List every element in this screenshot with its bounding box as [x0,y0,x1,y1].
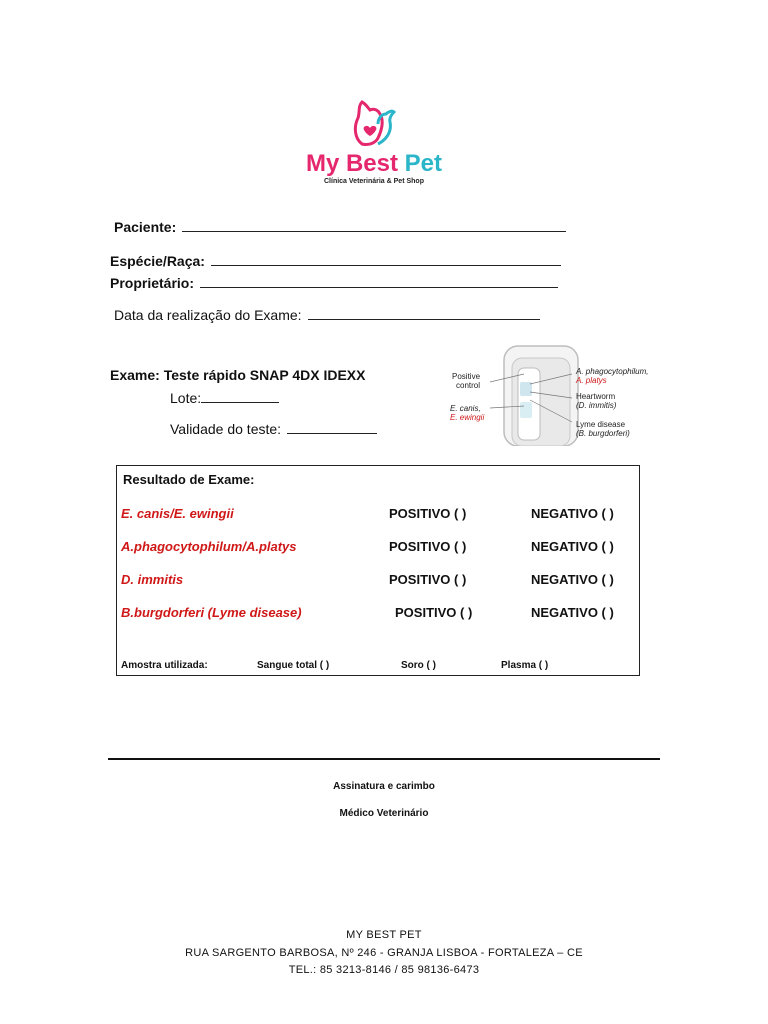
proprietario-field [110,274,558,292]
footer-name: MY BEST PET [346,929,422,941]
brand-name-part1: My Best [305,150,398,177]
signature-line [108,758,660,760]
plasma-checkbox[interactable]: Plasma ( ) [501,660,549,671]
heartworm-label: Heartworm (D. immitis) [576,392,617,410]
result-row-aphago [121,539,637,557]
proprietario-label: Proprietário: [110,275,195,291]
result-row-name: E. canis/E. ewingii [121,506,234,521]
negativo-checkbox[interactable]: NEGATIVO ( ) [531,605,614,620]
paciente-blank[interactable] [182,219,566,232]
especie-label: Espécie/Raça: [110,253,205,269]
soro-checkbox[interactable]: Soro ( ) [401,660,436,671]
positivo-checkbox[interactable]: POSITIVO ( ) [395,605,473,620]
paciente-label: Paciente: [114,219,177,235]
result-row-name: B.burgdorferi (Lyme disease) [121,605,302,620]
positivo-checkbox[interactable]: POSITIVO ( ) [389,539,467,554]
clinic-logo [296,98,452,196]
lote-label: Lote: [170,390,202,406]
aphago-label: A. phagocytophilum, A. platys [576,367,649,385]
data-exame-blank[interactable] [308,307,540,320]
lote-blank[interactable] [201,390,279,403]
validade-field [170,420,377,438]
proprietario-blank[interactable] [200,275,558,288]
positivo-checkbox[interactable]: POSITIVO ( ) [389,572,467,587]
lote-field [170,389,279,407]
result-row-name: D. immitis [121,572,184,587]
validade-blank[interactable] [287,421,377,434]
especie-field [110,252,561,270]
signature-label: Assinatura e carimbo [333,781,435,792]
brand-tagline: Clínica Veterinária & Pet Shop [324,178,424,185]
result-row-ecanis [121,506,637,524]
vet-label: Médico Veterinário [339,808,429,819]
sangue-total-checkbox[interactable]: Sangue total ( ) [257,660,330,671]
dog-cat-heart-icon [348,98,400,150]
exam-title: Exame: Teste rápido SNAP 4DX IDEXX [110,367,366,383]
data-exame-field [114,306,540,324]
negativo-checkbox[interactable]: NEGATIVO ( ) [531,572,614,587]
results-box [116,465,640,676]
result-row-dimmitis [121,572,637,590]
footer-address: RUA SARGENTO BARBOSA, Nº 246 - GRANJA LISBOA - FORTALEZA – CE [185,947,583,959]
results-title: Resultado de Exame: [123,472,255,487]
especie-blank[interactable] [211,253,561,266]
validade-label: Validade do teste: [170,421,282,437]
data-exame-label: Data da realização do Exame: [114,307,302,323]
lyme-label: Lyme disease (B. burgdorferi) [576,420,630,438]
brand-name-part2: Pet [404,150,443,177]
result-row-name: A.phagocytophilum/A.platys [121,539,297,554]
snap-device-illustration [440,344,672,446]
negativo-checkbox[interactable]: NEGATIVO ( ) [531,539,614,554]
ecanis-label: E. canis, E. ewingii [450,404,485,422]
result-row-bburgdorferi [121,605,637,623]
positivo-checkbox[interactable]: POSITIVO ( ) [389,506,467,521]
sample-label: Amostra utilizada: [121,660,208,671]
negativo-checkbox[interactable]: NEGATIVO ( ) [531,506,614,521]
paciente-field [114,218,566,236]
footer-phone: TEL.: 85 3213-8146 / 85 98136-6473 [288,964,480,976]
brand-name [296,150,452,178]
snap-test-diagram [440,344,672,446]
positive-control-label: Positive control [452,372,481,390]
